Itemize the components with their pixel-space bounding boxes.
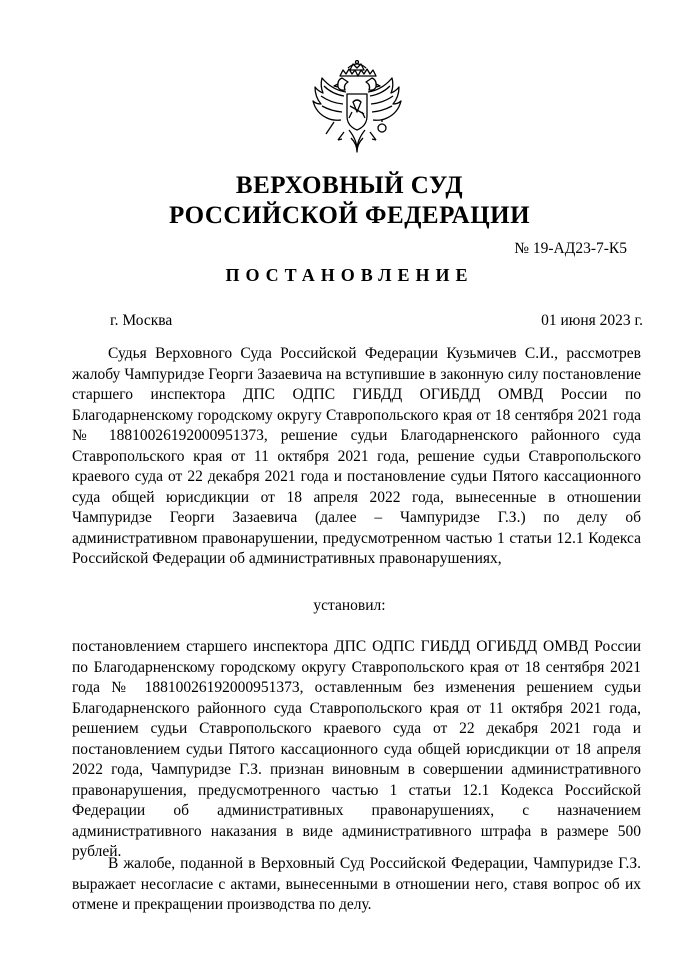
city: г. Москва (110, 312, 173, 329)
document-type: ПОСТАНОВЛЕНИЕ (225, 265, 474, 285)
complaint-paragraph: В жалобе, поданной в Верховный Суд Российской Федерации, Чампуридзе Г.З. выражает несогласие с актами, вынесенными в отношении него, ставя вопрос об их отмене и прекращении производства по делу. (72, 855, 641, 913)
findings-paragraph: постановлением старшего инспектора ДПС ОДПС ГИБДД ОГИБДД ОМВД России по Благодарненскому городскому округу Ставропольского края от 18 сентября 2021 года № 18810026192000951373, оставленным без изменения решением судьи Благодарненского районного суда Ставропольского края от 11 октября 2021 года, решением судьи Ставропольского краевого суда от 22 декабря 2021 года и постановлением судьи Пятого кассационного суда общей юрисдикции от 18 апреля 2022 года, Чампуридзе Г.З. признан виновным в совершении административного правонарушения, предусмотренного частью 1 статьи 12.1 Кодекса Российской Федерации об административных правонарушениях, с назначением административного наказания в виде административного штрафа в размере 500 рублей. (72, 638, 641, 860)
court-name-line2: РОССИЙСКОЙ ФЕДЕРАЦИИ (168, 202, 531, 229)
court-name-line1: ВЕРХОВНЫЙ СУД (235, 172, 464, 199)
established-heading: установил: (313, 597, 386, 614)
document-date: 01 июня 2023 г. (541, 312, 643, 329)
russian-coat-of-arms-icon (312, 60, 402, 160)
case-number: № 19-АД23-7-К5 (514, 240, 627, 257)
intro-paragraph: Судья Верховного Суда Российской Федерации Кузьмичев С.И., рассмотрев жалобу Чампуридзе Георги Зазаевича на вступившие в законную силу постановление старшего инспектора ДПС ОДПС ГИБДД ОГИБДД ОМВД России по Благодарненскому городскому округу Ставропольского края от 18 сентября 2021 года № 18810026192000951373, решение судьи Благодарненского районного суда Ставропольского края от 11 октября 2021 года, решение судьи Ставропольского краевого суда от 22 декабря 2021 года и постановление судьи Пятого кассационного суда общей юрисдикции от 18 апреля 2022 года, вынесенные в отношении Чампуридзе Георги Зазаевича (далее – Чампуридзе Г.З.) по делу об административном правонарушении, предусмотренном частью 1 статьи 12.1 Кодекса Российской Федерации об административных правонарушениях, (72, 345, 641, 567)
